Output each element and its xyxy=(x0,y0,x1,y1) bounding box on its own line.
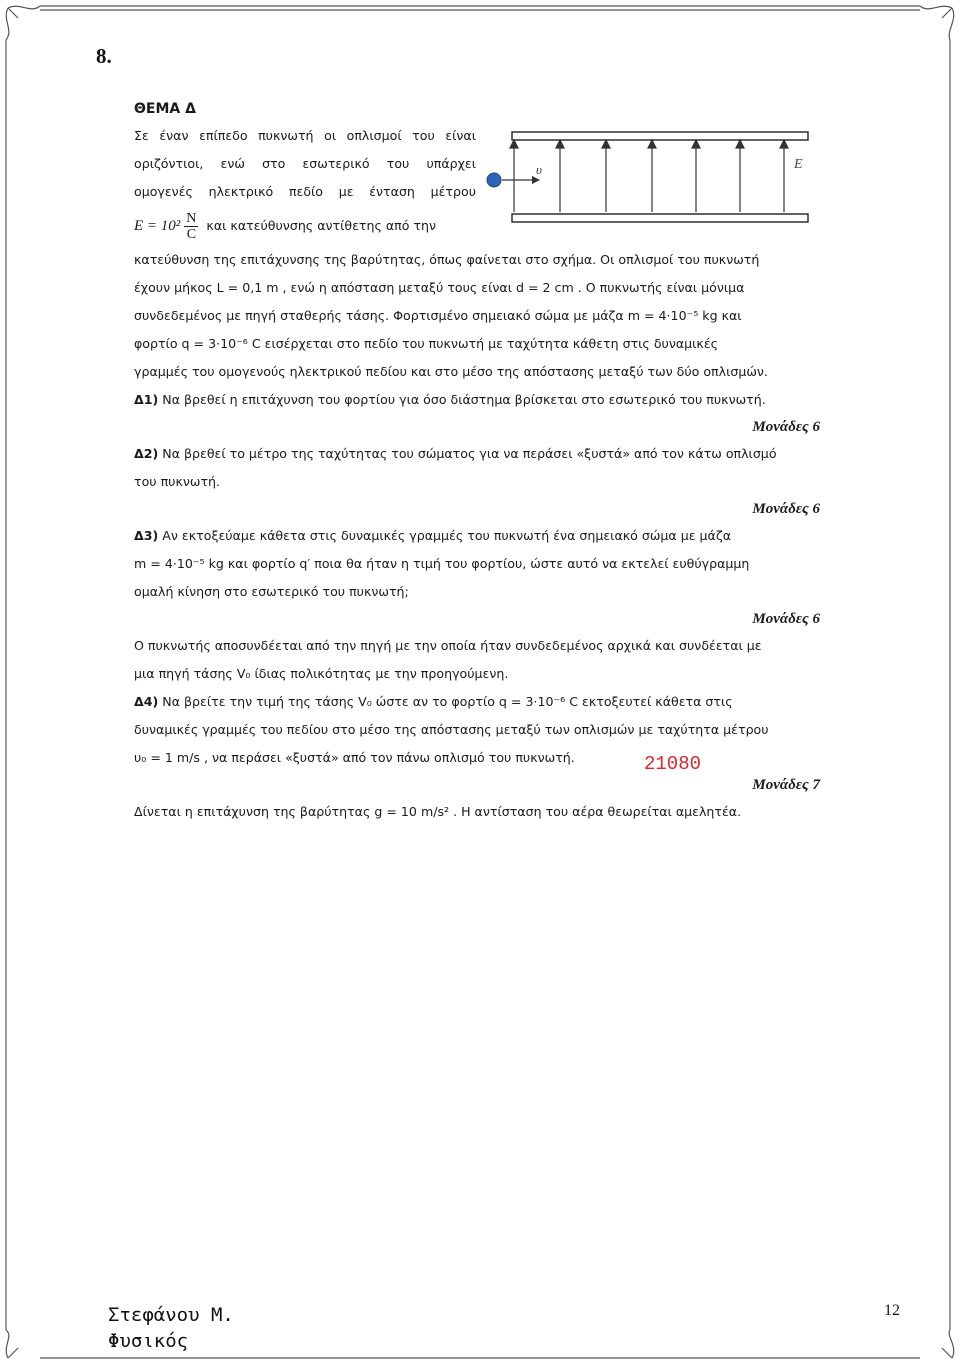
question-text: δυναμικές γραμμές του πεδίου στο μέσο της απόστασης μεταξύ των οπλισμών με ταχύτητα μέτρου xyxy=(134,722,769,737)
question-text: Να βρεθεί η επιτάχυνση του φορτίου για όσο διάστημα βρίσκεται στο εσωτερικό του πυκνωτή. xyxy=(162,392,766,407)
intro-line: ομογενές ηλεκτρικό πεδίο με ένταση μέτρου xyxy=(134,184,476,199)
footer-author xyxy=(108,1302,234,1354)
unit-fraction xyxy=(184,211,198,242)
paragraph-line: Ο πυκνωτής αποσυνδέεται από την πηγή με την οποία ήταν συνδεδεμένος αρχικά και συνδέεται με xyxy=(134,638,762,653)
question-d4 xyxy=(134,688,820,716)
question-text: ομαλή κίνηση στο εσωτερικό του πυκνωτή; xyxy=(134,584,409,599)
paragraph-line: γραμμές του ομογενούς ηλεκτρικού πεδίου και στο μέσο της απόστασης μεταξύ των δύο οπλισμών. xyxy=(134,364,768,379)
question-text: Να βρείτε την τιμή της τάσης V₀ ώστε αν το φορτίο q = 3·10⁻⁶ C εκτοξευτεί κάθετα στις xyxy=(162,694,733,709)
page-number: 12 xyxy=(884,1302,900,1319)
paragraph-line: έχουν μήκος L = 0,1 m , ενώ η απόσταση μεταξύ τους είναι d = 2 cm . Ο πυκνωτής είναι μόνιμα xyxy=(134,280,745,295)
question-label: Δ4) xyxy=(134,694,159,709)
problem-text xyxy=(134,96,820,826)
question-d2 xyxy=(134,440,820,468)
question-d3 xyxy=(134,522,820,550)
field-label: E xyxy=(794,157,803,172)
marks: Μονάδες 7 xyxy=(752,777,820,793)
question-text: Να βρεθεί το μέτρο της ταχύτητας του σώματος για να περάσει «ξυστά» από τον κάτω οπλισμό xyxy=(162,446,777,461)
field-equation xyxy=(134,206,820,246)
given-data: Δίνεται η επιτάχυνση της βαρύτητας g = 10 m/s² . Η αντίσταση του αέρα θεωρείται αμελητέα. xyxy=(134,804,742,819)
question-text: Αν εκτοξεύαμε κάθετα στις δυναμικές γραμμές του πυκνωτή ένα σημειακό σώμα με μάζα xyxy=(162,528,732,543)
field-equation-rest: και κατεύθυνσης αντίθετης από την xyxy=(206,218,437,233)
question-d1 xyxy=(134,386,820,414)
question-text: υ₀ = 1 m/s , να περάσει «ξυστά» από τον πάνω οπλισμό του πυκνωτή. xyxy=(134,750,575,765)
marks: Μονάδες 6 xyxy=(752,419,820,435)
paragraph-line: συνδεδεμένος με πηγή σταθερής τάσης. Φορτισμένο σημειακό σώμα με μάζα m = 4·10⁻⁵ kg και xyxy=(134,308,742,323)
question-text: του πυκνωτή. xyxy=(134,474,221,489)
paragraph-line: κατεύθυνση της επιτάχυνσης της βαρύτητας, όπως φαίνεται στο σχήμα. Οι οπλισμοί του πυκνωτή xyxy=(134,252,760,267)
marks: Μονάδες 6 xyxy=(752,501,820,517)
intro-line: Σε έναν επίπεδο πυκνωτή οι οπλισμοί του είναι xyxy=(134,128,476,143)
stamp-number: 21080 xyxy=(644,753,702,775)
unit-denominator: C xyxy=(186,226,197,242)
question-label: Δ1) xyxy=(134,392,159,407)
intro-line: οριζόντιοι, ενώ στο εσωτερικό του υπάρχει xyxy=(134,156,476,171)
author-name: Στεφάνου Μ. xyxy=(108,1304,234,1326)
question-text: m = 4·10⁻⁵ kg και φορτίο q′ ποια θα ήταν η τιμή του φορτίου, ώστε αυτό να εκτελεί ευθύγραμμη xyxy=(134,556,750,571)
unit-numerator: N xyxy=(186,210,197,226)
velocity-label: υ xyxy=(536,162,542,177)
problem-number: 8. xyxy=(96,44,112,68)
section-heading: ΘΕΜΑ Δ xyxy=(134,101,196,117)
field-equation-lhs: E = 10² xyxy=(134,218,181,234)
paragraph-line: μια πηγή τάσης V₀ ίδιας πολικότητας με την προηγούμενη. xyxy=(134,666,509,681)
question-label: Δ2) xyxy=(134,446,159,461)
author-role: Φυσικός xyxy=(108,1330,189,1352)
question-label: Δ3) xyxy=(134,528,159,543)
paragraph-line: φορτίο q = 3·10⁻⁶ C εισέρχεται στο πεδίο του πυκνωτή με ταχύτητα κάθετη στις δυναμικές xyxy=(134,336,719,351)
marks: Μονάδες 6 xyxy=(752,611,820,627)
